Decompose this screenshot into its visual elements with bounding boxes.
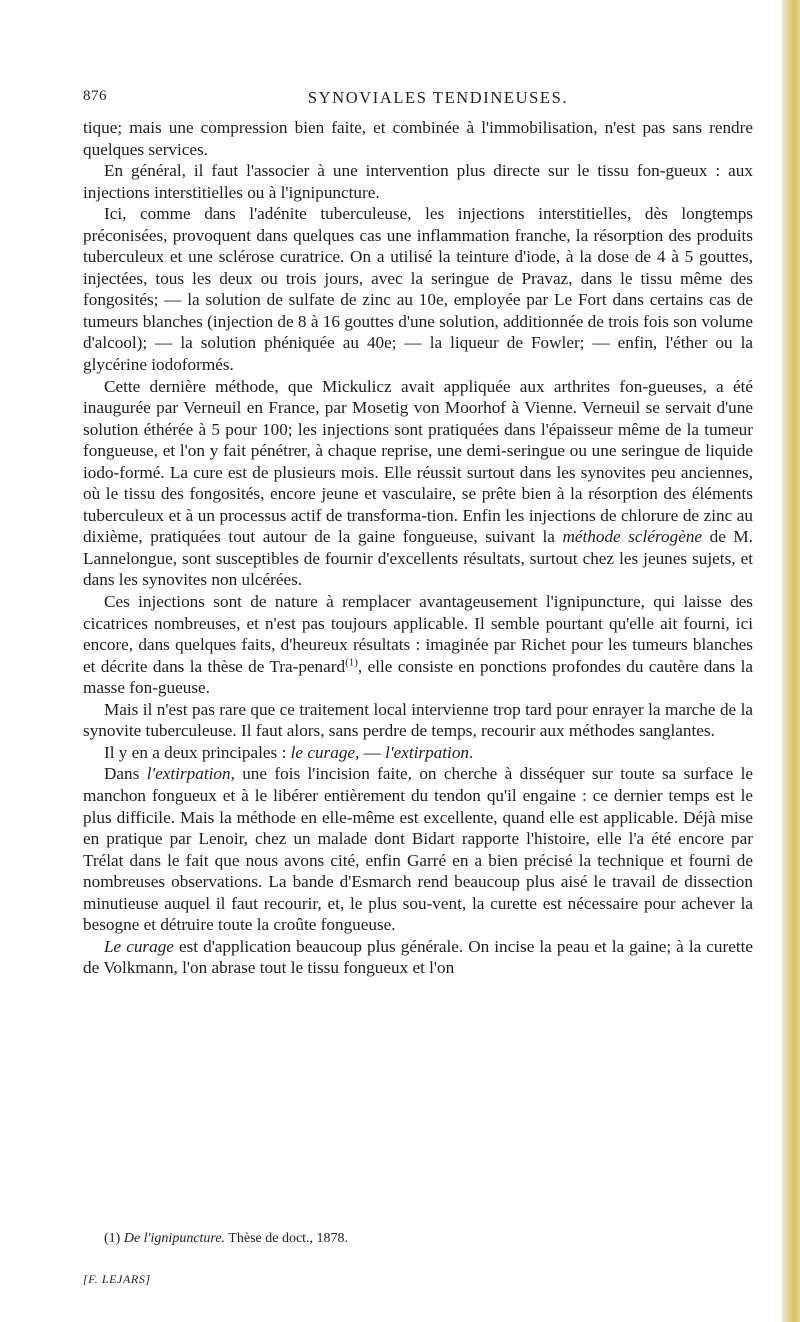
paragraph-text: de M. Lannelongue, sont susceptibles de fournir d'excellents résultats, surtout chez les jeunes sujets, et dans les synovites non ulcérées. bbox=[83, 527, 753, 590]
paragraph bbox=[83, 763, 753, 935]
paragraph-text: , une fois l'incision faite, on cherche à disséquer sur toute sa surface le manchon fongueux et à le libérer entièrement du tendon qu'il engaine : ce dernier temps est le plus difficile. Mais la méthode en elle-même est excellente, quand elle est applicable. Déjà mise en pratique par Lenoir, chez un malade dont Bidart rapporte l'histoire, elle l'a été encore par Trélat dans le fait que nous avons cité, enfin Garré en a bien précisé la technique et fourni de nombreuses observations. La bande d'Esmarch rend beaucoup plus aisé le travail de dissection minutieuse auquel il faut recourir, et, le plus sou-vent, la curette est nécessaire pour achever la besogne et détruire toute la croûte fongueuse. bbox=[83, 764, 754, 935]
paragraph-text: Ces injections sont de nature à remplacer avantageusement l'ignipuncture, qui laisse des cicatrices nombreuses, et n'est pas toujours applicable. Il semble pourtant qu'elle ait fourni, ici encore, dans quelques faits, d'heureux résultats : imaginée par Richet pour les tumeurs blanches et décrite dans la thèse de Tra-penard bbox=[83, 592, 753, 676]
paragraph-text: Dans bbox=[104, 764, 147, 784]
italic-term: l'extirpation bbox=[146, 764, 231, 784]
paragraph-text: est d'application beaucoup plus générale. On incise la peau et la gaine; à la curette de Volkmann, l'on abrase tout le tissu fongueux et l'on bbox=[83, 936, 754, 978]
running-title: SYNOVIALES TENDINEUSES. bbox=[307, 88, 569, 107]
paragraph bbox=[83, 591, 753, 699]
footnote-text: Thèse de doct., 1878. bbox=[225, 1231, 349, 1246]
paragraph bbox=[83, 936, 753, 979]
printer-signature: [F. LEJARS] bbox=[83, 1272, 151, 1286]
paragraph-text: Cette dernière méthode, que Mickulicz avait appliquée aux arthrites fon-gueuses, a été inaugurée par Verneuil en France, par Mosetig von Moorhof à Vienne. Verneuil se servait d'une solution éthérée à 5 pour 100; les injections sont pratiquées dans l'épaisseur même de la tumeur fongueuse, et l'on y fait pénétrer, à chaque reprise, une demi-seringue ou une seringue de liquide iodo-formé. La cure est de plusieurs mois. Elle réussit surtout dans les synovites peu anciennes, où le tissu des fongosités, encore jeune et vasculaire, se prête bien à la résorption des éléments tuberculeux et à un processus actif de transforma-tion. Enfin les injections de chlorure de zinc au dixième, pratiquées tout autour de la gaine fongueuse, suivant la bbox=[83, 376, 753, 547]
paragraph-text: , — bbox=[355, 742, 386, 762]
footnote-title: De l'ignipuncture. bbox=[123, 1231, 226, 1246]
paragraph-text: En général, il faut l'associer à une intervention plus directe sur le tissu fon-gueux : aux injections interstitielles ou à l'ignipuncture. bbox=[83, 161, 753, 202]
paragraph bbox=[83, 160, 753, 203]
paragraph-text: . bbox=[469, 742, 474, 762]
body-text bbox=[83, 117, 753, 979]
paragraph-text: , elle consiste en ponctions profondes du cautère dans la masse fon-gueuse. bbox=[83, 656, 753, 698]
footnote-reference[interactable]: (1) bbox=[345, 655, 358, 668]
footnote bbox=[104, 1230, 744, 1248]
italic-term: l'extirpation bbox=[385, 742, 470, 762]
italic-term: Le curage bbox=[104, 936, 174, 956]
paragraph bbox=[83, 376, 753, 591]
paragraph bbox=[83, 742, 753, 764]
italic-term: méthode sclérogène bbox=[562, 527, 703, 547]
page-edge bbox=[782, 0, 800, 1322]
footnote-mark: (1) bbox=[104, 1231, 121, 1246]
paragraph-text: Ici, comme dans l'adénite tuberculeuse, les injections interstitielles, dès longtemps préconisées, provoquent dans quelques cas une inflammation franche, la résorption des produits tuberculeux et une sclérose curatrice. On a utilisé la teinture d'iode, à la dose de 4 à 5 gouttes, injectées, tous les deux ou trois jours, avec la seringue de Pravaz, dans le tissu même des fongosités; — la solution de sulfate de zinc au 10e, employée par Le Fort dans certains cas de tumeurs blanches (injection de 8 à 16 gouttes d'une solution, additionnée de trois fois son volume d'alcool); — la solution phéniquée au 40e; — la liqueur de Fowler; — enfin, l'éther ou la glycérine iodoformés. bbox=[83, 204, 753, 375]
paragraph bbox=[83, 203, 753, 375]
paragraph bbox=[83, 699, 753, 742]
paragraph-text: Mais il n'est pas rare que ce traitement local intervienne trop tard pour enrayer la marche de la synovite tuberculeuse. Il faut alors, sans perdre de temps, recourir aux méthodes sanglantes. bbox=[83, 699, 753, 741]
paragraph-text: Il y en a deux principales : bbox=[104, 742, 291, 762]
paragraph bbox=[83, 117, 753, 160]
paragraph-text: tique; mais une compression bien faite, et combinée à l'immobilisation, n'est pas sans rendre quelques services. bbox=[83, 118, 753, 159]
italic-term: le curage bbox=[290, 742, 356, 762]
page-number: 876 bbox=[83, 88, 107, 104]
page-header bbox=[83, 88, 753, 110]
